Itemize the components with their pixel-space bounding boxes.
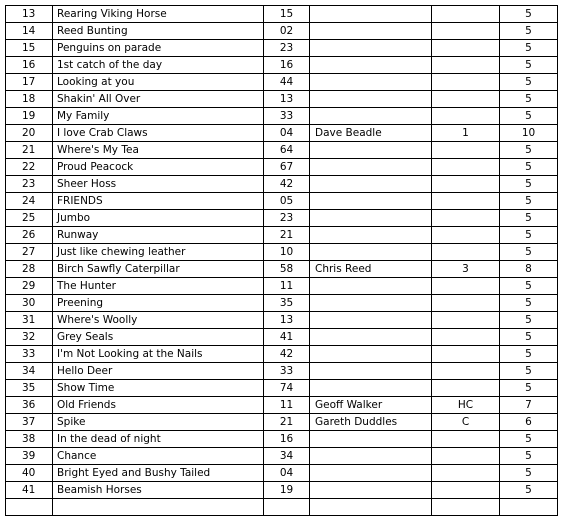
award-place-cell [432,142,500,159]
score-cell: 5 [500,142,558,159]
entry-number-cell: 25 [6,210,53,227]
score-cell: 5 [500,312,558,329]
award-place-cell [432,448,500,465]
entrant-name-cell [310,329,432,346]
award-place-cell [432,278,500,295]
score-cell: 8 [500,261,558,278]
score-cell: 5 [500,380,558,397]
entrant-name-cell [310,482,432,499]
entry-title-cell: Preening [53,295,264,312]
entry-number-cell: 37 [6,414,53,431]
entry-number-cell: 32 [6,329,53,346]
results-table [5,5,558,516]
entry-title-cell: I love Crab Claws [53,125,264,142]
score-cell: 5 [500,465,558,482]
entry-title-cell: Where's My Tea [53,142,264,159]
score-cell: 5 [500,346,558,363]
entry-title-cell: Proud Peacock [53,159,264,176]
entry-code-cell: 23 [264,40,310,57]
table-row [6,329,558,346]
entry-title-cell: Looking at you [53,74,264,91]
table-row [6,159,558,176]
score-cell: 5 [500,210,558,227]
score-cell: 5 [500,431,558,448]
entrant-name-cell: Gareth Duddles [310,414,432,431]
award-place-cell [432,499,500,516]
entry-code-cell: 74 [264,380,310,397]
entrant-name-cell [310,465,432,482]
entry-title-cell: The Hunter [53,278,264,295]
table-row [6,142,558,159]
award-place-cell: 3 [432,261,500,278]
table-row [6,227,558,244]
table-row [6,125,558,142]
table-row [6,346,558,363]
award-place-cell [432,346,500,363]
entrant-name-cell [310,108,432,125]
entrant-name-cell [310,210,432,227]
entry-title-cell: Rearing Viking Horse [53,6,264,23]
entrant-name-cell [310,91,432,108]
table-row [6,176,558,193]
score-cell: 5 [500,91,558,108]
entrant-name-cell: Geoff Walker [310,397,432,414]
award-place-cell [432,57,500,74]
entrant-name-cell [310,244,432,261]
entry-title-cell: Just like chewing leather [53,244,264,261]
entry-number-cell: 18 [6,91,53,108]
table-row [6,312,558,329]
table-row [6,6,558,23]
entry-title-cell: Jumbo [53,210,264,227]
entry-number-cell: 27 [6,244,53,261]
award-place-cell [432,312,500,329]
table-row [6,465,558,482]
entry-number-cell: 13 [6,6,53,23]
award-place-cell [432,244,500,261]
entrant-name-cell [310,227,432,244]
award-place-cell [432,431,500,448]
score-cell: 5 [500,74,558,91]
entry-title-cell: Beamish Horses [53,482,264,499]
entry-number-cell: 14 [6,23,53,40]
entry-code-cell: 04 [264,125,310,142]
entry-title-cell: Old Friends [53,397,264,414]
score-cell: 5 [500,329,558,346]
entry-code-cell: 42 [264,346,310,363]
score-cell: 5 [500,278,558,295]
table-row [6,193,558,210]
entry-code-cell: 42 [264,176,310,193]
entrant-name-cell [310,278,432,295]
entry-number-cell: 31 [6,312,53,329]
entrant-name-cell [310,431,432,448]
entry-code-cell: 58 [264,261,310,278]
entry-number-cell: 34 [6,363,53,380]
award-place-cell [432,91,500,108]
award-place-cell [432,210,500,227]
table-row [6,278,558,295]
entry-number-cell: 35 [6,380,53,397]
entry-code-cell: 02 [264,23,310,40]
award-place-cell [432,329,500,346]
entry-title-cell: Sheer Hoss [53,176,264,193]
award-place-cell [432,159,500,176]
entry-title-cell: Hello Deer [53,363,264,380]
score-cell: 5 [500,57,558,74]
entrant-name-cell [310,6,432,23]
award-place-cell [432,363,500,380]
score-cell: 5 [500,193,558,210]
entry-code-cell: 44 [264,74,310,91]
entry-code-cell [264,499,310,516]
entry-title-cell [53,499,264,516]
table-row [6,40,558,57]
award-place-cell [432,176,500,193]
entry-number-cell: 30 [6,295,53,312]
entry-code-cell: 41 [264,329,310,346]
entry-code-cell: 13 [264,91,310,108]
entry-code-cell: 21 [264,414,310,431]
entry-code-cell: 11 [264,278,310,295]
entry-number-cell: 19 [6,108,53,125]
score-cell: 5 [500,482,558,499]
entry-number-cell: 22 [6,159,53,176]
entry-number-cell: 29 [6,278,53,295]
entry-code-cell: 13 [264,312,310,329]
entrant-name-cell [310,23,432,40]
table-row [6,108,558,125]
entry-code-cell: 67 [264,159,310,176]
award-place-cell [432,295,500,312]
entry-title-cell: Penguins on parade [53,40,264,57]
entry-code-cell: 16 [264,57,310,74]
award-place-cell [432,465,500,482]
score-cell: 5 [500,159,558,176]
award-place-cell [432,108,500,125]
entry-title-cell: Shakin' All Over [53,91,264,108]
entrant-name-cell [310,193,432,210]
score-cell: 5 [500,176,558,193]
score-cell [500,499,558,516]
entrant-name-cell [310,159,432,176]
entry-title-cell: Runway [53,227,264,244]
score-cell: 10 [500,125,558,142]
entry-title-cell: FRIENDS [53,193,264,210]
entry-code-cell: 33 [264,108,310,125]
score-cell: 5 [500,40,558,57]
entrant-name-cell [310,380,432,397]
entry-code-cell: 33 [264,363,310,380]
entry-number-cell: 36 [6,397,53,414]
award-place-cell [432,482,500,499]
entry-number-cell: 38 [6,431,53,448]
table-row [6,261,558,278]
table-row [6,448,558,465]
table-row [6,499,558,516]
table-row [6,23,558,40]
score-cell: 5 [500,295,558,312]
award-place-cell [432,6,500,23]
entry-title-cell: My Family [53,108,264,125]
entrant-name-cell [310,499,432,516]
entrant-name-cell [310,295,432,312]
award-place-cell: C [432,414,500,431]
entry-number-cell: 26 [6,227,53,244]
entrant-name-cell [310,312,432,329]
entry-code-cell: 10 [264,244,310,261]
table-row [6,244,558,261]
entry-code-cell: 05 [264,193,310,210]
score-cell: 5 [500,108,558,125]
entry-number-cell: 28 [6,261,53,278]
score-cell: 5 [500,23,558,40]
entry-title-cell: Bright Eyed and Bushy Tailed [53,465,264,482]
award-place-cell: 1 [432,125,500,142]
table-row [6,380,558,397]
table-row [6,57,558,74]
score-cell: 5 [500,363,558,380]
entry-code-cell: 64 [264,142,310,159]
award-place-cell [432,74,500,91]
entry-title-cell: Spike [53,414,264,431]
results-table-body [6,6,558,516]
table-row [6,397,558,414]
entry-number-cell: 40 [6,465,53,482]
entry-number-cell: 23 [6,176,53,193]
entry-number-cell: 39 [6,448,53,465]
entry-number-cell: 16 [6,57,53,74]
entrant-name-cell [310,74,432,91]
entrant-name-cell: Chris Reed [310,261,432,278]
entry-number-cell: 41 [6,482,53,499]
entry-title-cell: 1st catch of the day [53,57,264,74]
entry-number-cell: 33 [6,346,53,363]
entry-code-cell: 23 [264,210,310,227]
score-cell: 5 [500,227,558,244]
entry-code-cell: 11 [264,397,310,414]
entry-code-cell: 16 [264,431,310,448]
entry-code-cell: 19 [264,482,310,499]
table-row [6,363,558,380]
entry-number-cell: 21 [6,142,53,159]
entry-title-cell: Show Time [53,380,264,397]
entry-title-cell: Chance [53,448,264,465]
entry-code-cell: 15 [264,6,310,23]
score-cell: 6 [500,414,558,431]
table-row [6,482,558,499]
entry-title-cell: Where's Woolly [53,312,264,329]
entry-title-cell: Grey Seals [53,329,264,346]
entry-number-cell: 15 [6,40,53,57]
entrant-name-cell [310,142,432,159]
entry-title-cell: I'm Not Looking at the Nails [53,346,264,363]
entrant-name-cell [310,346,432,363]
score-cell: 5 [500,448,558,465]
entry-number-cell: 20 [6,125,53,142]
award-place-cell [432,380,500,397]
score-cell: 7 [500,397,558,414]
entry-title-cell: In the dead of night [53,431,264,448]
entrant-name-cell [310,40,432,57]
award-place-cell: HC [432,397,500,414]
entry-code-cell: 04 [264,465,310,482]
award-place-cell [432,193,500,210]
table-row [6,414,558,431]
entrant-name-cell: Dave Beadle [310,125,432,142]
score-cell: 5 [500,244,558,261]
table-row [6,431,558,448]
entry-number-cell: 24 [6,193,53,210]
entry-code-cell: 35 [264,295,310,312]
entry-number-cell [6,499,53,516]
table-row [6,91,558,108]
award-place-cell [432,40,500,57]
entrant-name-cell [310,57,432,74]
entry-code-cell: 21 [264,227,310,244]
entry-title-cell: Reed Bunting [53,23,264,40]
entry-title-cell: Birch Sawfly Caterpillar [53,261,264,278]
score-cell: 5 [500,6,558,23]
award-place-cell [432,23,500,40]
award-place-cell [432,227,500,244]
entrant-name-cell [310,448,432,465]
entrant-name-cell [310,363,432,380]
table-row [6,74,558,91]
table-row [6,295,558,312]
table-row [6,210,558,227]
entry-number-cell: 17 [6,74,53,91]
entrant-name-cell [310,176,432,193]
entry-code-cell: 34 [264,448,310,465]
